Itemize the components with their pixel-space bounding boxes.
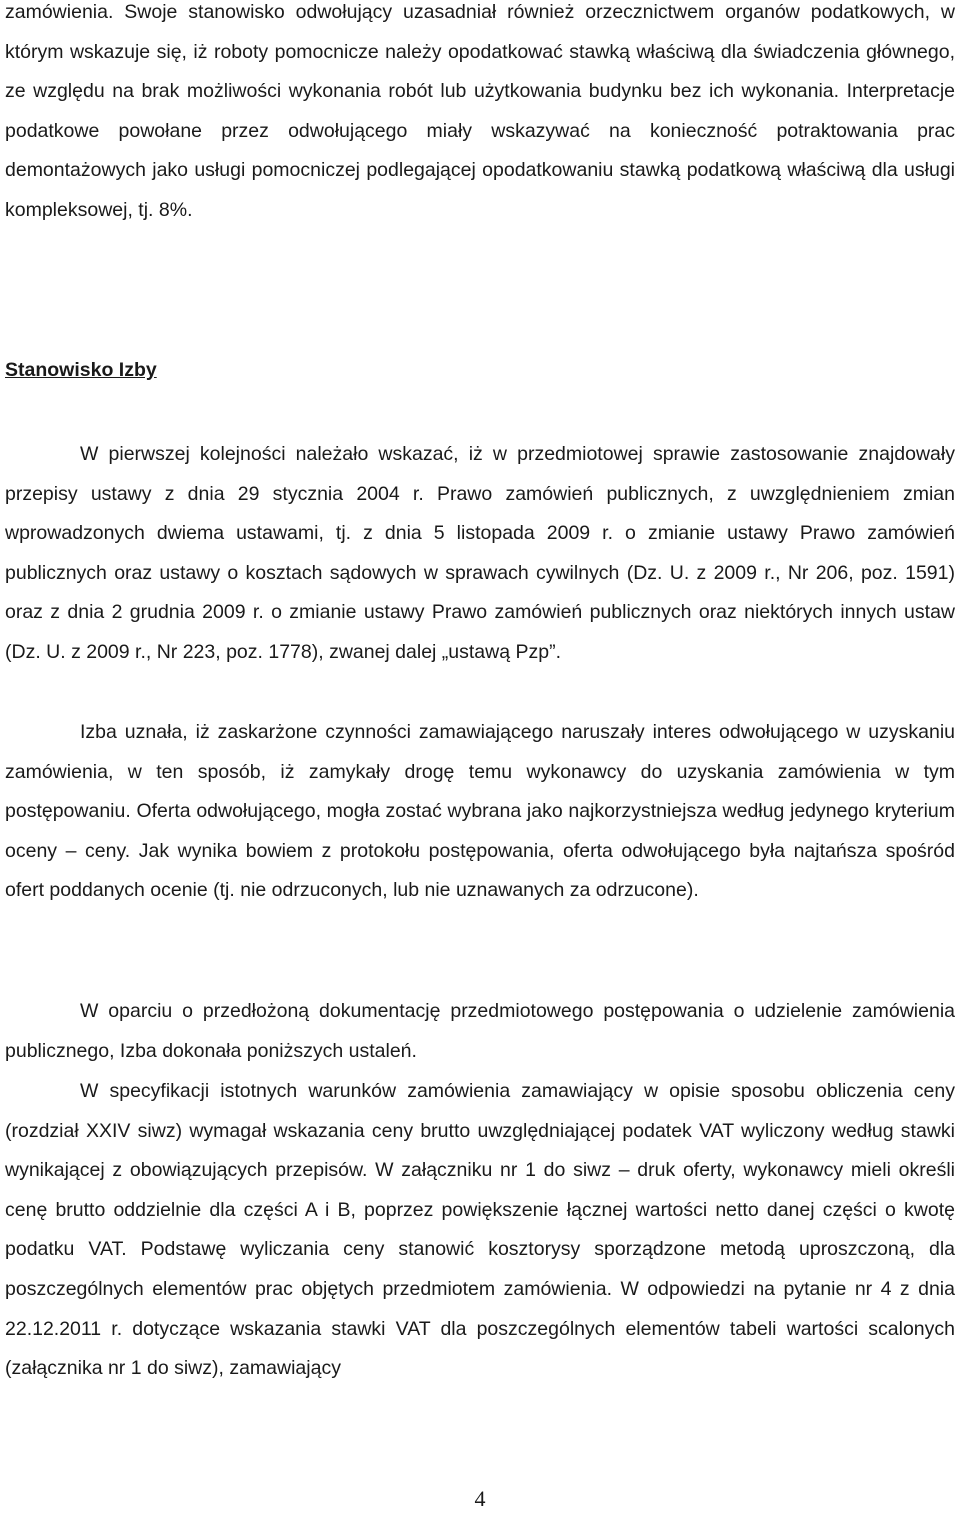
paragraph-findings-intro: W oparciu o przedłożoną dokumentację przedmiotowego postępowania o udzielenie zamówienia publicznego, Izba dokonała poniższych ustaleń.	[5, 1000, 955, 1062]
section-heading-stanowisko-izby: Stanowisko Izby	[5, 359, 157, 381]
page-number: 4	[474, 1486, 486, 1511]
paragraph-interest-of-appellant: Izba uznała, iż zaskarżone czynności zamawiającego naruszały interes odwołującego w uzyskaniu zamówienia, w ten sposób, iż zamykały drogę temu wykonawcy do uzyskania zamówienia w tym postępowaniu. Oferta odwołującego, mogła zostać wybrana jako najkorzystniejsza według jedynego kryterium oceny – ceny. Jak wynika bowiem z protokołu postępowania, oferta odwołującego była najtańsza spośród ofert poddanych ocenie (tj. nie odrzuconych, lub nie uznawanych za odrzucone).	[5, 721, 955, 902]
paragraph-siwz-specification: W specyfikacji istotnych warunków zamówienia zamawiający w opisie sposobu obliczenia ceny (rozdział XXIV siwz) wymagał wskazania ceny brutto uwzględniającej podatek VAT wyliczony według stawki wynikającej z obowiązujących przepisów. W załączniku nr 1 do siwz – druk oferty, wykonawcy mieli określi cenę brutto oddzielnie dla części A i B, poprzez powiększenie łącznej wartości netto danej części o kwotę podatku VAT. Podstawę wyliczania ceny stanowić kosztorysy sporządzone metodą uproszczoną, dla poszczególnych elementów prac objętych przedmiotem zamówienia. W odpowiedzi na pytanie nr 4 z dnia 22.12.2011 r. dotyczące wskazania stawki VAT dla poszczególnych elementów tabeli wartości scalonych (załącznika nr 1 do siwz), zamawiający	[5, 1080, 955, 1380]
paragraph-odwolujacy-arguments: zamówienia. Swoje stanowisko odwołujący uzasadniał również orzecznictwem organów podatkowych, w którym wskazuje się, iż roboty pomocnicze należy opodatkować stawką właściwą dla świadczenia głównego, ze względu na brak możliwości wykonania robót lub użytkowania budynku bez ich wykonania. Interpretacje podatkowe powołane przez odwołującego miały wskazywać na konieczność potraktowania prac demontażowych jako usługi pomocniczej podlegającej opodatkowaniu stawką podatkową właściwą dla usługi kompleksowej, tj. 8%.	[5, 1, 955, 221]
paragraph-applicable-law: W pierwszej kolejności należało wskazać, iż w przedmiotowej sprawie zastosowanie znajdowały przepisy ustawy z dnia 29 stycznia 2004 r. Prawo zamówień publicznych, z uwzględnieniem zmian wprowadzonych dwiema ustawami, tj. z dnia 5 listopada 2009 r. o zmianie ustawy Prawo zamówień publicznych oraz ustawy o kosztach sądowych w sprawach cywilnych (Dz. U. z 2009 r., Nr 206, poz. 1591) oraz z dnia 2 grudnia 2009 r. o zmianie ustawy Prawo zamówień publicznych oraz niektórych innych ustaw (Dz. U. z 2009 r., Nr 223, poz. 1778), zwanej dalej „ustawą Pzp”.	[5, 443, 955, 663]
